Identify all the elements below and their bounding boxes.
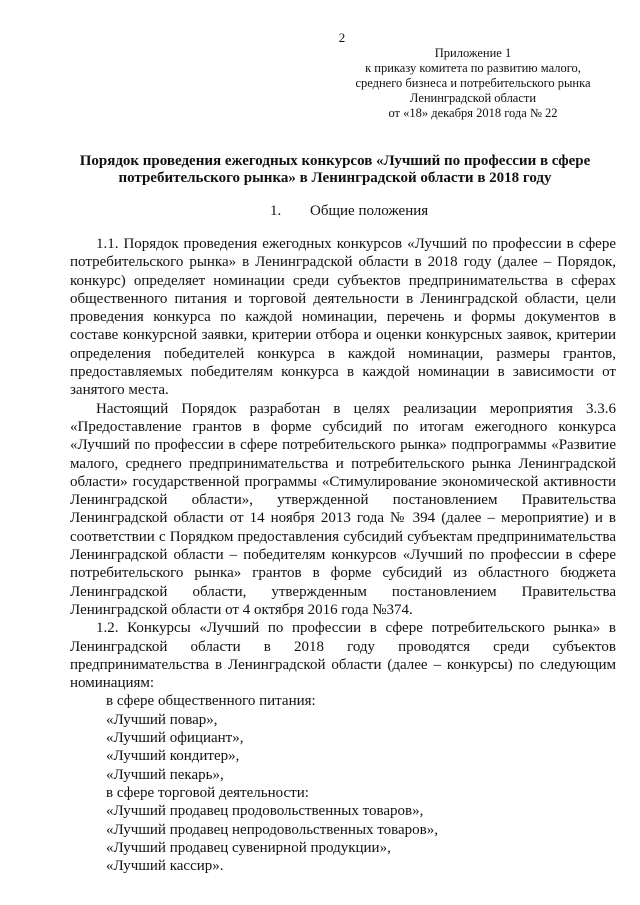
list-item: «Лучший повар», — [106, 711, 218, 728]
document-title: Порядок проведения ежегодных конкурсов «Лучший по профессии в сфере потребительского рынка» в Ленинградской области в 2018 году — [79, 153, 591, 186]
list-item: «Лучший пекарь», — [106, 766, 224, 783]
paragraph: 1.1. Порядок проведения ежегодных конкурсов «Лучший по профессии в сфере потребительского рынка» в Ленинградской области в 2018 году (далее – Порядок, конкурс) определяет номинации среди субъектов предпринимательства в сферах общественного питания и торговой деятельности в Ленинградской области, цели проведения конкурса по каждой номинации, перечень и формы документов в составе конкурсной заявки, критерии отбора и оценки конкурсных заявок, критерии определения победителей конкурса в каждой номинации, размеры грантов, предоставляемых победителям конкурса в каждой номинации в зависимости от занятого места. — [70, 236, 616, 399]
list-item: «Лучший кондитер», — [106, 748, 240, 765]
nominations-list — [70, 692, 616, 875]
paragraph: Настоящий Порядок разработан в целях реализации мероприятия 3.3.6 «Предоставление грантов в форме субсидий по итогам ежегодного конкурса «Лучший по профессии в сфере потребительского рынка» подпрограммы «Развитие малого, среднего предпринимательства и потребительского рынка Ленинградской области» государственной программы «Стимулирование экономической активности Ленинградской области», утвержденной постановлением Правительства Ленинградской области от 14 ноября 2013 года № 394 (далее – мероприятие) и в соответствии с Порядком предоставления субсидий субъектам предпринимательства Ленинградской области – победителям конкурсов «Лучший по профессии в сфере потребительского рынка» грантов в форме субсидий из областного бюджета Ленинградской области, утвержденным постановлением Правительства Ленинградской области от 4 октября 2016 года №374. — [70, 400, 616, 618]
appendix-line: среднего бизнеса и потребительского рынка — [355, 76, 591, 90]
section-heading — [270, 203, 428, 220]
list-item: «Лучший продавец сувенирной продукции», — [106, 839, 391, 856]
list-item: «Лучший кассир». — [106, 858, 224, 875]
appendix-line: Приложение 1 — [434, 46, 512, 60]
paragraph: 1.2. Конкурсы «Лучший по профессии в сфере потребительского рынка» в Ленинградской области в 2018 году проводятся среди субъектов предпринимательства в Ленинградской области (далее – конкурсы) по следующим номинациям: — [70, 620, 616, 692]
section-title: Общие положения — [310, 203, 429, 219]
list-item: «Лучший продавец непродовольственных товаров», — [106, 821, 439, 838]
page-number: 2 — [338, 30, 346, 45]
appendix-line: к приказу комитета по развитию малого, — [365, 61, 581, 75]
appendix-block — [343, 46, 603, 121]
appendix-line: Ленинградской области — [409, 91, 537, 105]
list-item: «Лучший продавец продовольственных товаров», — [106, 803, 424, 820]
section-number: 1. — [270, 203, 282, 219]
document-body — [70, 235, 616, 875]
list-item: в сфере торговой деятельности: — [106, 784, 309, 801]
list-item: «Лучший официант», — [106, 730, 244, 747]
list-item: в сфере общественного питания: — [106, 693, 316, 710]
appendix-line: от «18» декабря 2018 года № 22 — [388, 106, 558, 120]
